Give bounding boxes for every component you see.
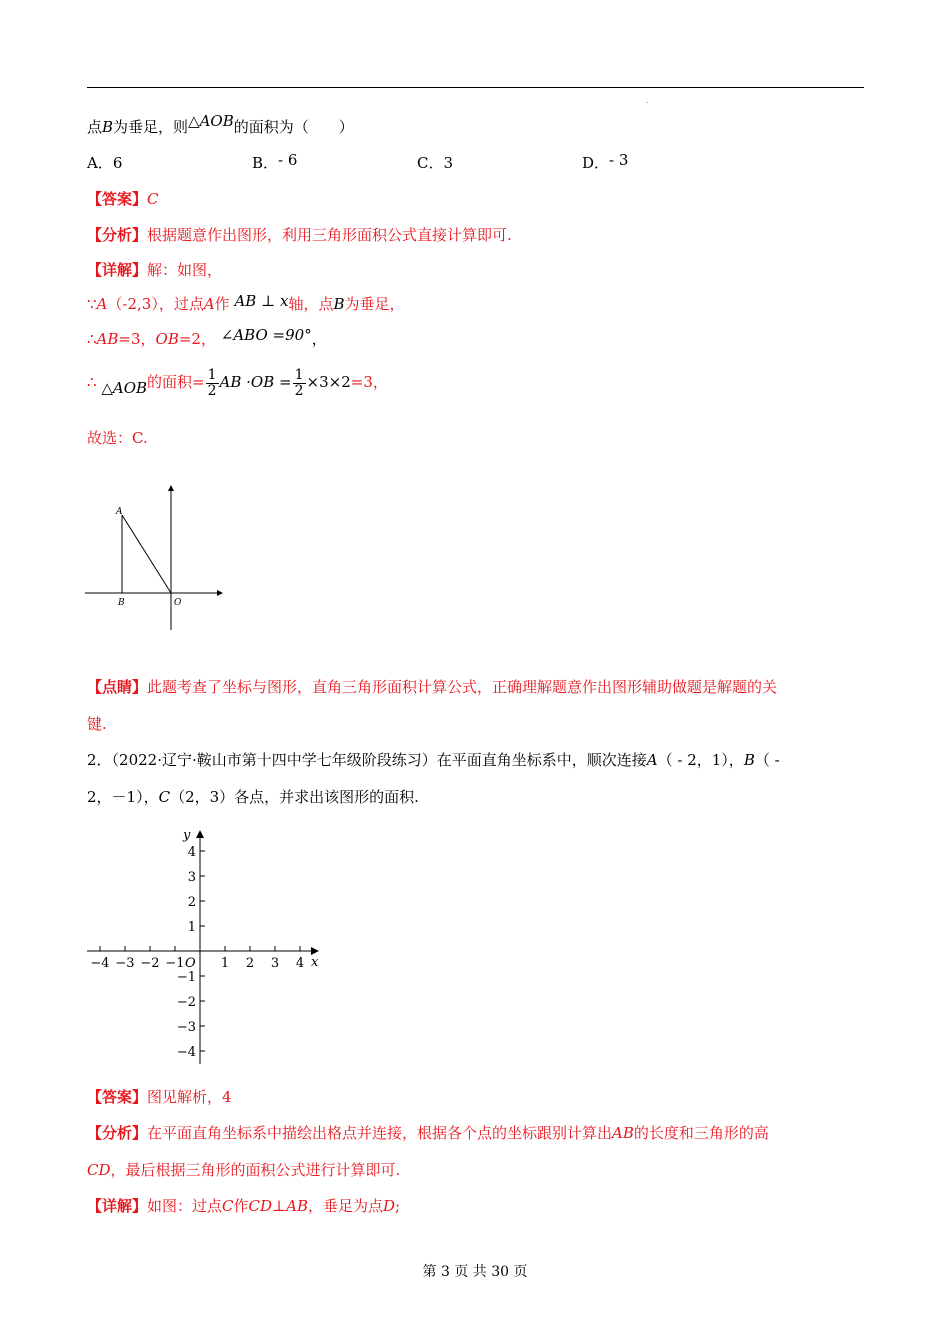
q1-step1: ∵A（-2,3），过点A作 AB ⊥ x轴，点B为垂足， <box>87 292 405 313</box>
header-dot: . <box>646 96 649 105</box>
y-axis-arrow <box>196 830 204 838</box>
x-tick-label: −2 <box>140 956 160 971</box>
q2-answer: 【答案】图见解析，4 <box>87 1088 232 1106</box>
x-tick-label: 2 <box>245 956 255 971</box>
y-axis-arrow <box>168 485 174 491</box>
option-a: A．6 <box>87 154 123 172</box>
x-tick-label: −4 <box>90 956 110 971</box>
option-b: B．- 6 <box>252 151 298 172</box>
y-tick-label: 2 <box>187 895 196 910</box>
x-axis-arrow <box>217 590 223 596</box>
q2-analysis-cont: CD，最后根据三角形的面积公式进行计算即可. <box>87 1161 401 1179</box>
x-axis-label: x <box>311 955 319 970</box>
header-rule <box>87 87 864 88</box>
y-tick-label: 3 <box>187 870 196 885</box>
y-tick-label: 1 <box>187 920 196 935</box>
q1-answer: 【答案】C <box>87 190 159 208</box>
q2-analysis: 【分析】在平面直角坐标系中描绘出格点并连接，根据各个点的坐标跟别计算出AB的长度和三角形的高 <box>87 1124 769 1142</box>
option-c: C．3 <box>417 154 454 172</box>
x-tick-label: 3 <box>270 956 280 971</box>
y-tick-label: 4 <box>187 845 196 860</box>
q2-detail: 【详解】如图：过点C作CD⊥AB，垂足为点D; <box>87 1197 401 1215</box>
question-stem: 点B为垂足，则△AOB的面积为（ ） <box>87 112 354 136</box>
y-axis-label: y <box>183 828 191 843</box>
segment-ao <box>122 515 171 593</box>
q1-comment: 【点睛】此题考查了坐标与图形，直角三角形面积计算公式，正确理解题意作出图形辅助做题是解题的关 <box>87 678 778 696</box>
q1-conclusion: 故选：C. <box>87 429 148 447</box>
q2-coordinate-plane <box>85 828 325 1068</box>
q1-comment-cont: 键. <box>87 715 107 733</box>
q2-stem-line2: 2，－1），C（2，3）各点，并求出该图形的面积. <box>87 788 419 806</box>
point-a-label: A <box>116 507 123 517</box>
page-footer: 第 3 页 共 30 页 <box>422 1264 528 1280</box>
q2-stem-line1: 2．（2022·辽宁·鞍山市第十四中学七年级阶段练习）在平面直角坐标系中，顺次连接A（ - 2，1），B（ - <box>87 751 780 769</box>
origin-label: O <box>185 956 196 971</box>
option-d: D．- 3 <box>582 151 629 172</box>
q1-analysis: 【分析】根据题意作出图形，利用三角形面积公式直接计算即可. <box>87 226 512 244</box>
q1-step3: ∴ △AOB的面积= $\frac{1}{2}$ AB ·OB = $\frac{1}{2}$ ×3×2=3， <box>87 366 388 399</box>
q1-figure <box>85 485 225 635</box>
x-axis-arrow <box>311 947 319 955</box>
y-tick-label: −1 <box>176 970 196 985</box>
fraction-half: $\frac{1}{2}$ <box>207 366 217 399</box>
x-tick-label: 4 <box>295 956 305 971</box>
q1-detail: 【详解】解：如图， <box>87 261 223 279</box>
y-tick-label: −3 <box>176 1020 196 1035</box>
fraction-half-2: $\frac{1}{2}$ <box>294 366 304 399</box>
x-tick-label: −1 <box>165 956 185 971</box>
x-tick-label: 1 <box>220 956 230 971</box>
point-b-label: B <box>118 598 125 608</box>
y-tick-label: −2 <box>176 995 196 1010</box>
y-tick-label: −4 <box>176 1045 196 1060</box>
point-o-label: O <box>174 598 182 608</box>
x-tick-label: −3 <box>115 956 135 971</box>
q1-step2: ∴AB=3，OB=2， ∠ABO =90°， <box>87 326 327 348</box>
